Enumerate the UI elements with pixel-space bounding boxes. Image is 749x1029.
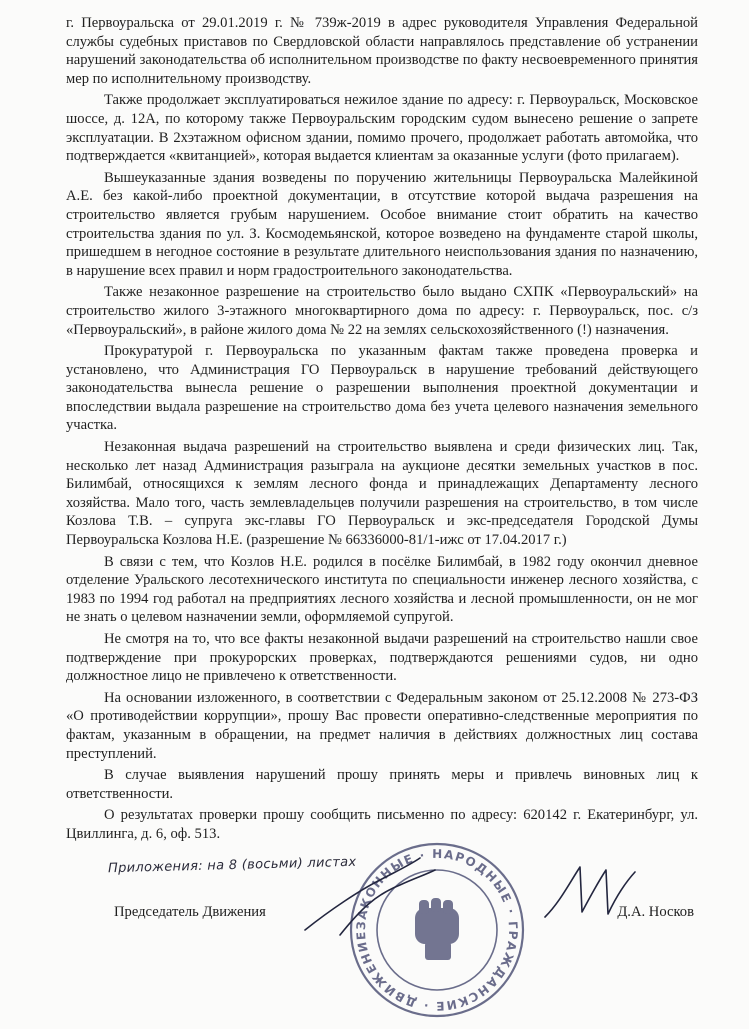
- paragraph-5: Прокуратурой г. Первоуральска по указанным фактам также проведена проверка и установлено, что Администрация ГО Первоуральск в нарушение требований действующего законодательства вынесла решение о разрешении выполнения проектной документации и впоследствии выдала разрешение на строительство дома без учета целевого назначения земельного участка.: [66, 343, 698, 434]
- paragraph-2: Также продолжает эксплуатироваться нежилое здание по адресу: г. Первоуральск, Московское шоссе, д. 12А, по которому также Первоуральским городским судом вынесено решение о запрете эксплуатации. В 2хэтажном офисном здании, помимо прочего, продолжает работать автомойка, что подтверждается «квитанцией», которая выдается клиентам за оказанные услуги (фото прилагаем).: [66, 92, 698, 165]
- paragraph-3: Вышеуказанные здания возведены по поручению жительницы Первоуральска Малейкиной А.Е. без какой-либо проектной документации, в отсутствие которой выдача разрешения на строительство является грубым нарушением. Особое внимание стоит обратить на качество строительства здания по ул. З. Космодемьянской, которое возведено на фундаменте старой школы, пришедшем в негодное состояние в результате длительного неиспользования здания по назначению, в нарушение всех правил и норм градостроительного законодательства.: [66, 169, 698, 279]
- paragraph-7: В связи с тем, что Козлов Н.Е. родился в посёлке Билимбай, в 1982 году окончил дневное отделение Уральского лесотехнического института по специальности инженер лесного хозяйства, с 1983 по 1994 год работал на предприятиях лесного хозяйства и лесной промышленности, он не мог не знать о целевом назначении земли, оформляемой супругой.: [66, 553, 698, 626]
- letter-body: [66, 14, 698, 847]
- paragraph-11: О результатах проверки прошу сообщить письменно по адресу: 620142 г. Екатеринбург, ул. Цвиллинга, д. 6, оф. 513.: [66, 807, 698, 842]
- paragraph-1: г. Первоуральска от 29.01.2019 г. № 739ж-2019 в адрес руководителя Управления Федеральной службы судебных приставов по Свердловской области направлялось представление об устранении нарушений законодательства об исполнительном производстве по факту несвоевременного принятия мер по исполнительному производству.: [66, 15, 698, 87]
- paragraph-9: На основании изложенного, в соответствии с Федеральным законом от 25.12.2008 № 273-ФЗ «О противодействии коррупции», прошу Вас провести оперативно-следственные мероприятия по фактам, указанным в обращении, на предмет наличия в действиях должностных лиц состава преступлений.: [66, 689, 698, 762]
- signer-title: Председатель Движения: [114, 904, 266, 920]
- paragraph-4: Также незаконное разрешение на строительство было выдано СХПК «Первоуральский» на строительство жилого 3-этажного многоквартирного дома по адресу: г. Первоуральск, пос. с/з «Первоуральский», в районе жилого дома № 22 на землях сельскохозяйственного (!) назначения.: [66, 284, 698, 338]
- stamp-ring-text: ЗАКОННЫЕ · НАРОДНЫЕ · ГРАЖДАНСКИЕ · ДВИЖЕНИЕ: [353, 846, 521, 1014]
- paragraph-10: В случае выявления нарушений прошу принять меры и привлечь виновных лиц к ответственности.: [66, 767, 698, 802]
- attachments-handwritten-note: Приложения: на 8 (восьми) листах: [107, 854, 357, 877]
- paragraph-6: Незаконная выдача разрешений на строительство выявлена и среди физических лиц. Так, несколько лет назад Администрация разыграла на аукционе десятки земельных участков в пос. Билимбай, относящихся к землям лесного фонда и принадлежащих Департаменту лесного хозяйства. Мало того, часть землевладельцев получили разрешения на строительство, в том числе Козлова Т.В. – супруга экс-главы ГО Первоуральск и экс-председателя Городской Думы Первоуральска Козлова Н.Е. (разрешение № 66336000-81/1-ижс от 17.04.2017 г.): [66, 439, 698, 549]
- paragraph-8: Не смотря на то, что все факты незаконной выдачи разрешений на строительство нашли свое подтверждение при прокурорских проверках, подтверждаются решениями судов, ни одно должностное лицо не привлечено к ответственности.: [66, 631, 698, 685]
- signer-name: Д.А. Носков: [617, 904, 694, 920]
- signature-block: [114, 904, 694, 930]
